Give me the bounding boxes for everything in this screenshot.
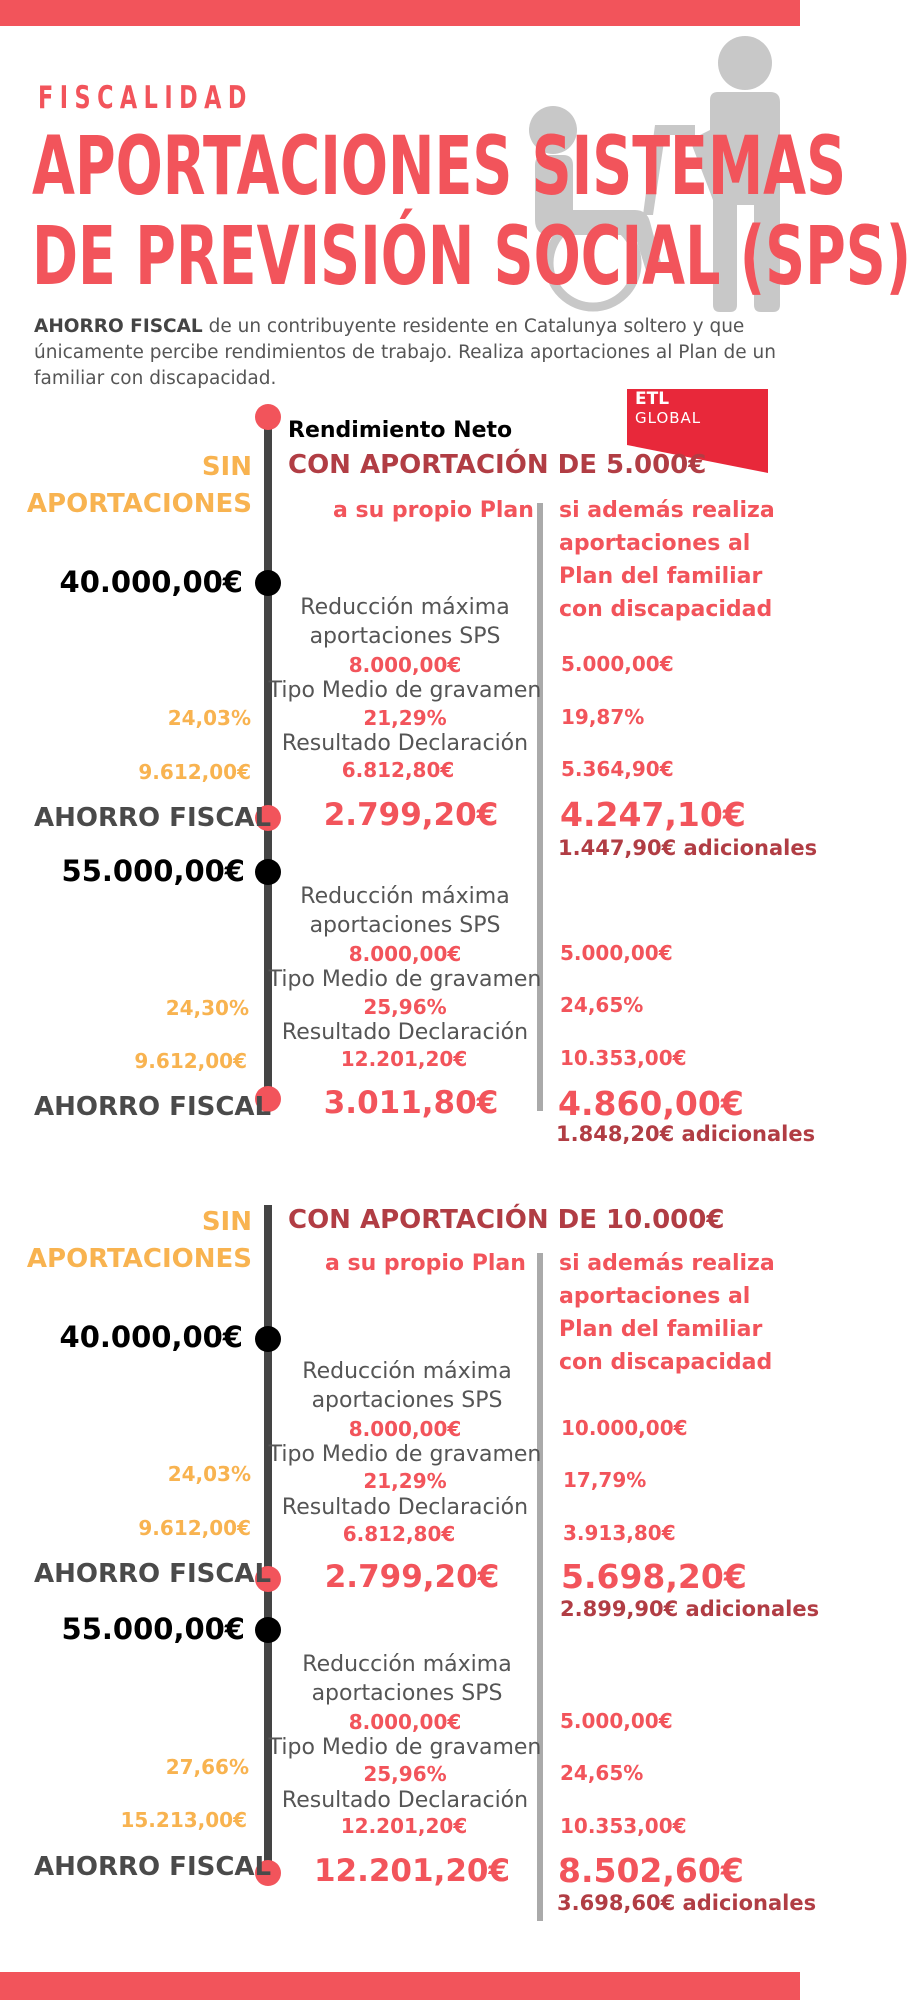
ahorro-family: 4.247,10€ [560,795,746,834]
tipo-family: 19,87% [561,705,645,729]
income-value: 40.000,00€ [59,1320,243,1354]
tipo-own: 25,96% [363,1762,447,1786]
ahorro-family: 5.698,20€ [561,1557,747,1596]
sin-label-line2: APORTACIONES [26,1244,252,1274]
reduccion-label-2: aportaciones SPS [309,913,501,938]
col-family-header-4: con discapacidad [559,1350,773,1375]
ahorro-label: AHORRO FISCAL [34,803,272,833]
reduccion-family: 5.000,00€ [561,652,674,676]
adicionales: 2.899,90€ adicionales [560,1597,820,1621]
resultado-family: 5.364,90€ [561,757,674,781]
resultado-sin: 9.612,00€ [138,1516,251,1540]
reduccion-family: 5.000,00€ [560,941,673,965]
reduccion-own: 8.000,00€ [348,653,462,677]
bottom-accent-bar [0,1972,800,2000]
page-title-line2: DE PREVISIÓN SOCIAL (SPS) [32,210,911,304]
tipo-label: Tipo Medio de gravamen [268,678,542,703]
reduccion-family: 10.000,00€ [561,1416,688,1440]
kicker: FISCALIDAD [38,80,253,116]
reduccion-own: 8.000,00€ [348,942,462,966]
resultado-label: Resultado Declaración [281,731,529,756]
resultado-label: Resultado Declaración [281,1788,529,1813]
net-income-label: Rendimiento Neto [288,418,513,443]
reduccion-label-2: aportaciones SPS [311,1681,503,1706]
adicionales: 1.848,20€ adicionales [556,1122,816,1146]
tipo-sin: 24,03% [167,1462,251,1486]
timeline-2 [264,1205,272,1880]
ahorro-own: 2.799,20€ [324,1559,500,1595]
ahorro-family: 8.502,60€ [558,1851,744,1890]
page-title [32,120,911,304]
sin-label-line2: APORTACIONES [26,489,252,519]
tipo-sin: 27,66% [165,1755,249,1779]
reduccion-label-1: Reducción máxima [300,884,510,909]
ahorro-family: 4.860,00€ [558,1084,744,1123]
resultado-family: 3.913,80€ [563,1521,676,1545]
ahorro-own: 2.799,20€ [323,797,499,833]
col-own-header: a su propio Plan [325,1251,526,1276]
tipo-family: 17,79% [563,1468,647,1492]
reduccion-own: 8.000,00€ [348,1417,462,1441]
ahorro-label: AHORRO FISCAL [34,1852,272,1882]
logo-line1: ETL [635,389,670,409]
con-title: CON APORTACIÓN DE 10.000€ [288,1205,725,1235]
income-dot [255,1617,281,1643]
con-title: CON APORTACIÓN DE 5.000€ [288,450,707,480]
reduccion-label-1: Reducción máxima [300,595,510,620]
tipo-sin: 24,30% [165,996,249,1020]
income-value: 55.000,00€ [61,854,245,888]
resultado-family: 10.353,00€ [560,1046,687,1070]
resultado-sin: 9.612,00€ [138,760,251,784]
col-family-header-1: si además realiza [559,1251,775,1276]
col-family-header-1: si además realiza [559,498,775,523]
ahorro-label: AHORRO FISCAL [34,1559,272,1589]
sin-label-line1: SIN [201,452,252,482]
intro-rest: de un contribuyente residente en Catalunya soltero y que únicamente percibe rendimientos de trabajo. Realiza aportaciones al Plan de un familiar con discapacidad. [34,316,776,389]
timeline-start-dot [255,404,281,430]
resultado-own: 6.812,80€ [341,758,455,782]
income-dot [255,1326,281,1352]
intro-bold: AHORRO FISCAL [34,316,203,337]
ahorro-own: 12.201,20€ [313,1853,511,1889]
timeline-1 [264,416,272,1100]
tipo-label: Tipo Medio de gravamen [268,967,542,992]
tipo-label: Tipo Medio de gravamen [268,1442,542,1467]
top-accent-bar [0,0,800,26]
income-value: 40.000,00€ [59,565,243,599]
tipo-family: 24,65% [560,993,644,1017]
resultado-own: 6.812,80€ [342,1522,456,1546]
tipo-own: 25,96% [363,995,447,1019]
resultado-own: 12.201,20€ [340,1047,468,1071]
reduccion-label-1: Reducción máxima [302,1359,512,1384]
column-divider-2 [537,1253,543,1921]
col-own-header: a su propio Plan [333,498,534,523]
reduccion-own: 8.000,00€ [348,1710,462,1734]
reduccion-family: 5.000,00€ [560,1709,673,1733]
ahorro-own: 3.011,80€ [323,1085,499,1121]
resultado-sin: 15.213,00€ [120,1808,247,1832]
col-family-header-3: Plan del familiar [559,564,763,589]
col-family-header-4: con discapacidad [559,597,773,622]
ahorro-label: AHORRO FISCAL [34,1092,272,1122]
sin-label-line1: SIN [201,1207,252,1237]
tipo-own: 21,29% [363,706,447,730]
col-family-header-2: aportaciones al [559,1284,751,1309]
col-family-header-2: aportaciones al [559,531,751,556]
adicionales: 3.698,60€ adicionales [557,1891,817,1915]
page-title-line1: APORTACIONES SISTEMAS [32,120,847,214]
logo-line2: GLOBAL [635,409,702,427]
resultado-label: Resultado Declaración [281,1495,529,1520]
reduccion-label-2: aportaciones SPS [311,1388,503,1413]
resultado-label: Resultado Declaración [281,1020,529,1045]
resultado-own: 12.201,20€ [340,1814,468,1838]
reduccion-label-2: aportaciones SPS [309,624,501,649]
tipo-sin: 24,03% [167,706,251,730]
resultado-family: 10.353,00€ [560,1814,687,1838]
tipo-own: 21,29% [363,1469,447,1493]
resultado-sin: 9.612,00€ [134,1049,247,1073]
tipo-family: 24,65% [560,1761,644,1785]
income-dot [255,570,281,596]
col-family-header-3: Plan del familiar [559,1317,763,1342]
reduccion-label-1: Reducción máxima [302,1652,512,1677]
column-divider-1 [537,503,543,1111]
adicionales: 1.447,90€ adicionales [558,836,818,860]
intro-paragraph [34,314,779,392]
income-value: 55.000,00€ [61,1612,245,1646]
tipo-label: Tipo Medio de gravamen [268,1735,542,1760]
income-dot [255,859,281,885]
